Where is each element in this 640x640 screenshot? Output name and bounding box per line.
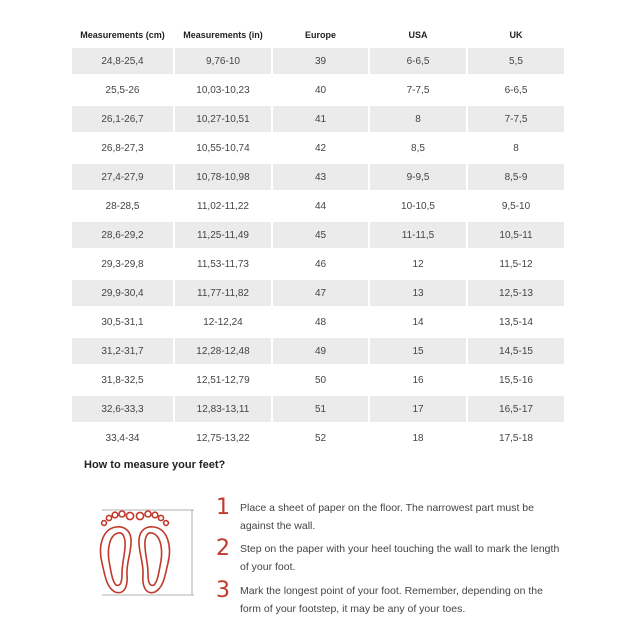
cell-usa: 9-9,5 <box>368 164 466 193</box>
step-text: Place a sheet of paper on the floor. The narrowest part must be against the wall. <box>240 502 534 532</box>
table-row <box>72 396 564 425</box>
header-cm: Measurements (cm) <box>80 30 165 40</box>
cell-europe: 41 <box>271 106 368 135</box>
step-number: 2 <box>216 536 230 561</box>
header-europe: Europe <box>271 22 368 48</box>
step-text: Mark the longest point of your foot. Remember, depending on the form of your footstep, it may be any of your toes. <box>240 585 543 615</box>
cell-europe: 48 <box>271 309 368 338</box>
cell-usa: 18 <box>368 425 466 454</box>
table-row <box>72 425 564 454</box>
cell-in: 12,75-13,22 <box>173 425 271 454</box>
cell-cm: 26,8-27,3 <box>72 135 173 164</box>
table-row <box>72 367 564 396</box>
header-in: Measurements (in) <box>173 22 271 48</box>
table-row <box>72 251 564 280</box>
table-row <box>72 77 564 106</box>
cell-europe: 49 <box>271 338 368 367</box>
cell-usa: 11-11,5 <box>368 222 466 251</box>
cell-uk: 7-7,5 <box>466 106 564 135</box>
cell-uk: 12,5-13 <box>466 280 564 309</box>
cell-cm: 29,9-30,4 <box>72 280 173 309</box>
step-text: Step on the paper with your heel touching the wall to mark the length of your foot. <box>240 543 560 573</box>
cell-uk: 8 <box>466 135 564 164</box>
cell-in: 11,77-11,82 <box>173 280 271 309</box>
cell-europe: 40 <box>271 77 368 106</box>
cell-in: 12,83-13,11 <box>173 396 271 425</box>
feet-outline-icon <box>82 505 212 600</box>
table-row <box>72 222 564 251</box>
cell-uk: 8,5-9 <box>466 164 564 193</box>
cell-uk: 15,5-16 <box>466 367 564 396</box>
cell-europe: 46 <box>271 251 368 280</box>
cell-cm: 33,4-34 <box>72 425 173 454</box>
step-number: 3 <box>216 578 230 603</box>
cell-europe: 42 <box>271 135 368 164</box>
cell-uk: 17,5-18 <box>466 425 564 454</box>
cell-cm: 28-28,5 <box>72 193 173 222</box>
cell-usa: 7-7,5 <box>368 77 466 106</box>
cell-usa: 17 <box>368 396 466 425</box>
how-to-measure-title: How to measure your feet? <box>84 459 226 471</box>
cell-in: 12,28-12,48 <box>173 338 271 367</box>
cell-in: 9,76-10 <box>173 48 271 77</box>
cell-uk: 11,5-12 <box>466 251 564 280</box>
table-row <box>72 280 564 309</box>
cell-cm: 26,1-26,7 <box>72 106 173 135</box>
table-row <box>72 338 564 367</box>
cell-europe: 51 <box>271 396 368 425</box>
cell-in: 10,55-10,74 <box>173 135 271 164</box>
cell-in: 10,27-10,51 <box>173 106 271 135</box>
table-row <box>72 48 564 77</box>
cell-in: 12-12,24 <box>173 309 271 338</box>
cell-in: 12,51-12,79 <box>173 367 271 396</box>
cell-uk: 14,5-15 <box>466 338 564 367</box>
cell-cm: 24,8-25,4 <box>72 48 173 77</box>
header-usa: USA <box>368 22 466 48</box>
cell-europe: 50 <box>271 367 368 396</box>
cell-in: 11,25-11,49 <box>173 222 271 251</box>
cell-cm: 30,5-31,1 <box>72 309 173 338</box>
cell-usa: 8,5 <box>368 135 466 164</box>
cell-cm: 28,6-29,2 <box>72 222 173 251</box>
cell-cm: 29,3-29,8 <box>72 251 173 280</box>
cell-in: 11,02-11,22 <box>173 193 271 222</box>
cell-uk: 5,5 <box>466 48 564 77</box>
cell-in: 10,03-10,23 <box>173 77 271 106</box>
cell-usa: 16 <box>368 367 466 396</box>
table-header-row <box>72 22 564 48</box>
cell-usa: 8 <box>368 106 466 135</box>
cell-uk: 16,5-17 <box>466 396 564 425</box>
cell-europe: 45 <box>271 222 368 251</box>
cell-cm: 27,4-27,9 <box>72 164 173 193</box>
cell-europe: 47 <box>271 280 368 309</box>
size-chart-table <box>72 22 564 454</box>
cell-cm: 32,6-33,3 <box>72 396 173 425</box>
cell-usa: 6-6,5 <box>368 48 466 77</box>
cell-cm: 31,8-32,5 <box>72 367 173 396</box>
table-row <box>72 106 564 135</box>
cell-in: 10,78-10,98 <box>173 164 271 193</box>
cell-usa: 10-10,5 <box>368 193 466 222</box>
table-row <box>72 193 564 222</box>
table-row <box>72 309 564 338</box>
cell-europe: 44 <box>271 193 368 222</box>
cell-usa: 13 <box>368 280 466 309</box>
cell-in: 11,53-11,73 <box>173 251 271 280</box>
cell-uk: 13,5-14 <box>466 309 564 338</box>
cell-uk: 10,5-11 <box>466 222 564 251</box>
cell-uk: 9,5-10 <box>466 193 564 222</box>
cell-cm: 25,5-26 <box>72 77 173 106</box>
cell-usa: 14 <box>368 309 466 338</box>
cell-europe: 52 <box>271 425 368 454</box>
table-row <box>72 164 564 193</box>
table-row <box>72 135 564 164</box>
cell-usa: 15 <box>368 338 466 367</box>
cell-europe: 39 <box>271 48 368 77</box>
header-uk: UK <box>466 22 564 48</box>
cell-cm: 31,2-31,7 <box>72 338 173 367</box>
cell-usa: 12 <box>368 251 466 280</box>
step-number: 1 <box>216 495 230 520</box>
cell-uk: 6-6,5 <box>466 77 564 106</box>
cell-europe: 43 <box>271 164 368 193</box>
